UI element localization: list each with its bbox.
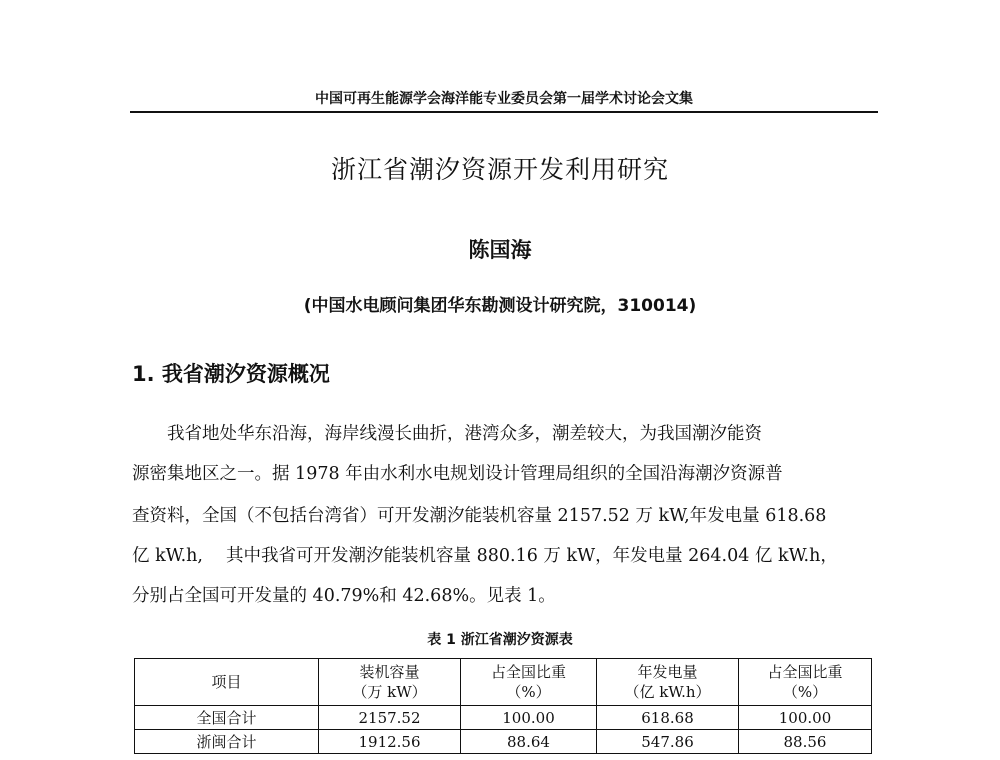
running-header: 中国可再生能源学会海洋能专业委员会第一届学术讨论会文集 [315,91,693,107]
table-header-row [135,659,872,706]
section-heading: 1. 我省潮汐资源概况 [132,362,330,386]
table-cell: 88.64 [461,730,597,754]
header-output-share: 占全国比重 （%） [739,659,872,706]
paragraph-line-5: 分别占全国可开发量的 40.79%和 42.68%。见表 1。 [132,586,556,606]
table-row [135,730,872,754]
table-cell: 浙闽合计 [135,730,319,754]
table-cell: 全国合计 [135,706,319,730]
header-rule [130,111,878,113]
header-capacity-share: 占全国比重 （%） [461,659,597,706]
table-row [135,706,872,730]
table-cell: 547.86 [597,730,739,754]
table-caption: 表 1 浙江省潮汐资源表 [427,632,573,648]
author-name: 陈国海 [468,238,532,262]
table-cell: 100.00 [461,706,597,730]
paragraph-line-4: 亿 kW.h, 其中我省可开发潮汐能装机容量 880.16 万 kW，年发电量 264.04 亿 kW.h， [132,546,838,566]
header-annual-output: 年发电量 （亿 kW.h） [597,659,739,706]
table-cell: 618.68 [597,706,739,730]
header-item: 项目 [135,659,319,706]
table-cell: 2157.52 [319,706,461,730]
tidal-resource-table [134,658,872,754]
author-affiliation: (中国水电顾问集团华东勘测设计研究院，310014) [303,296,697,316]
table-cell: 88.56 [739,730,872,754]
table-cell: 100.00 [739,706,872,730]
paper-title: 浙江省潮汐资源开发利用研究 [330,155,669,184]
header-capacity: 装机容量 （万 kW） [319,659,461,706]
paragraph-line-1: 我省地处华东沿海，海岸线漫长曲折，港湾众多，潮差较大，为我国潮汐能资 [132,424,762,444]
table-cell: 1912.56 [319,730,461,754]
paragraph-line-2: 源密集地区之一。据 1978 年由水利水电规划设计管理局组织的全国沿海潮汐资源普 [132,464,783,484]
paragraph-line-3: 查资料，全国（不包括台湾省）可开发潮汐能装机容量 2157.52 万 kW,年发电量 618.68 [132,506,827,526]
